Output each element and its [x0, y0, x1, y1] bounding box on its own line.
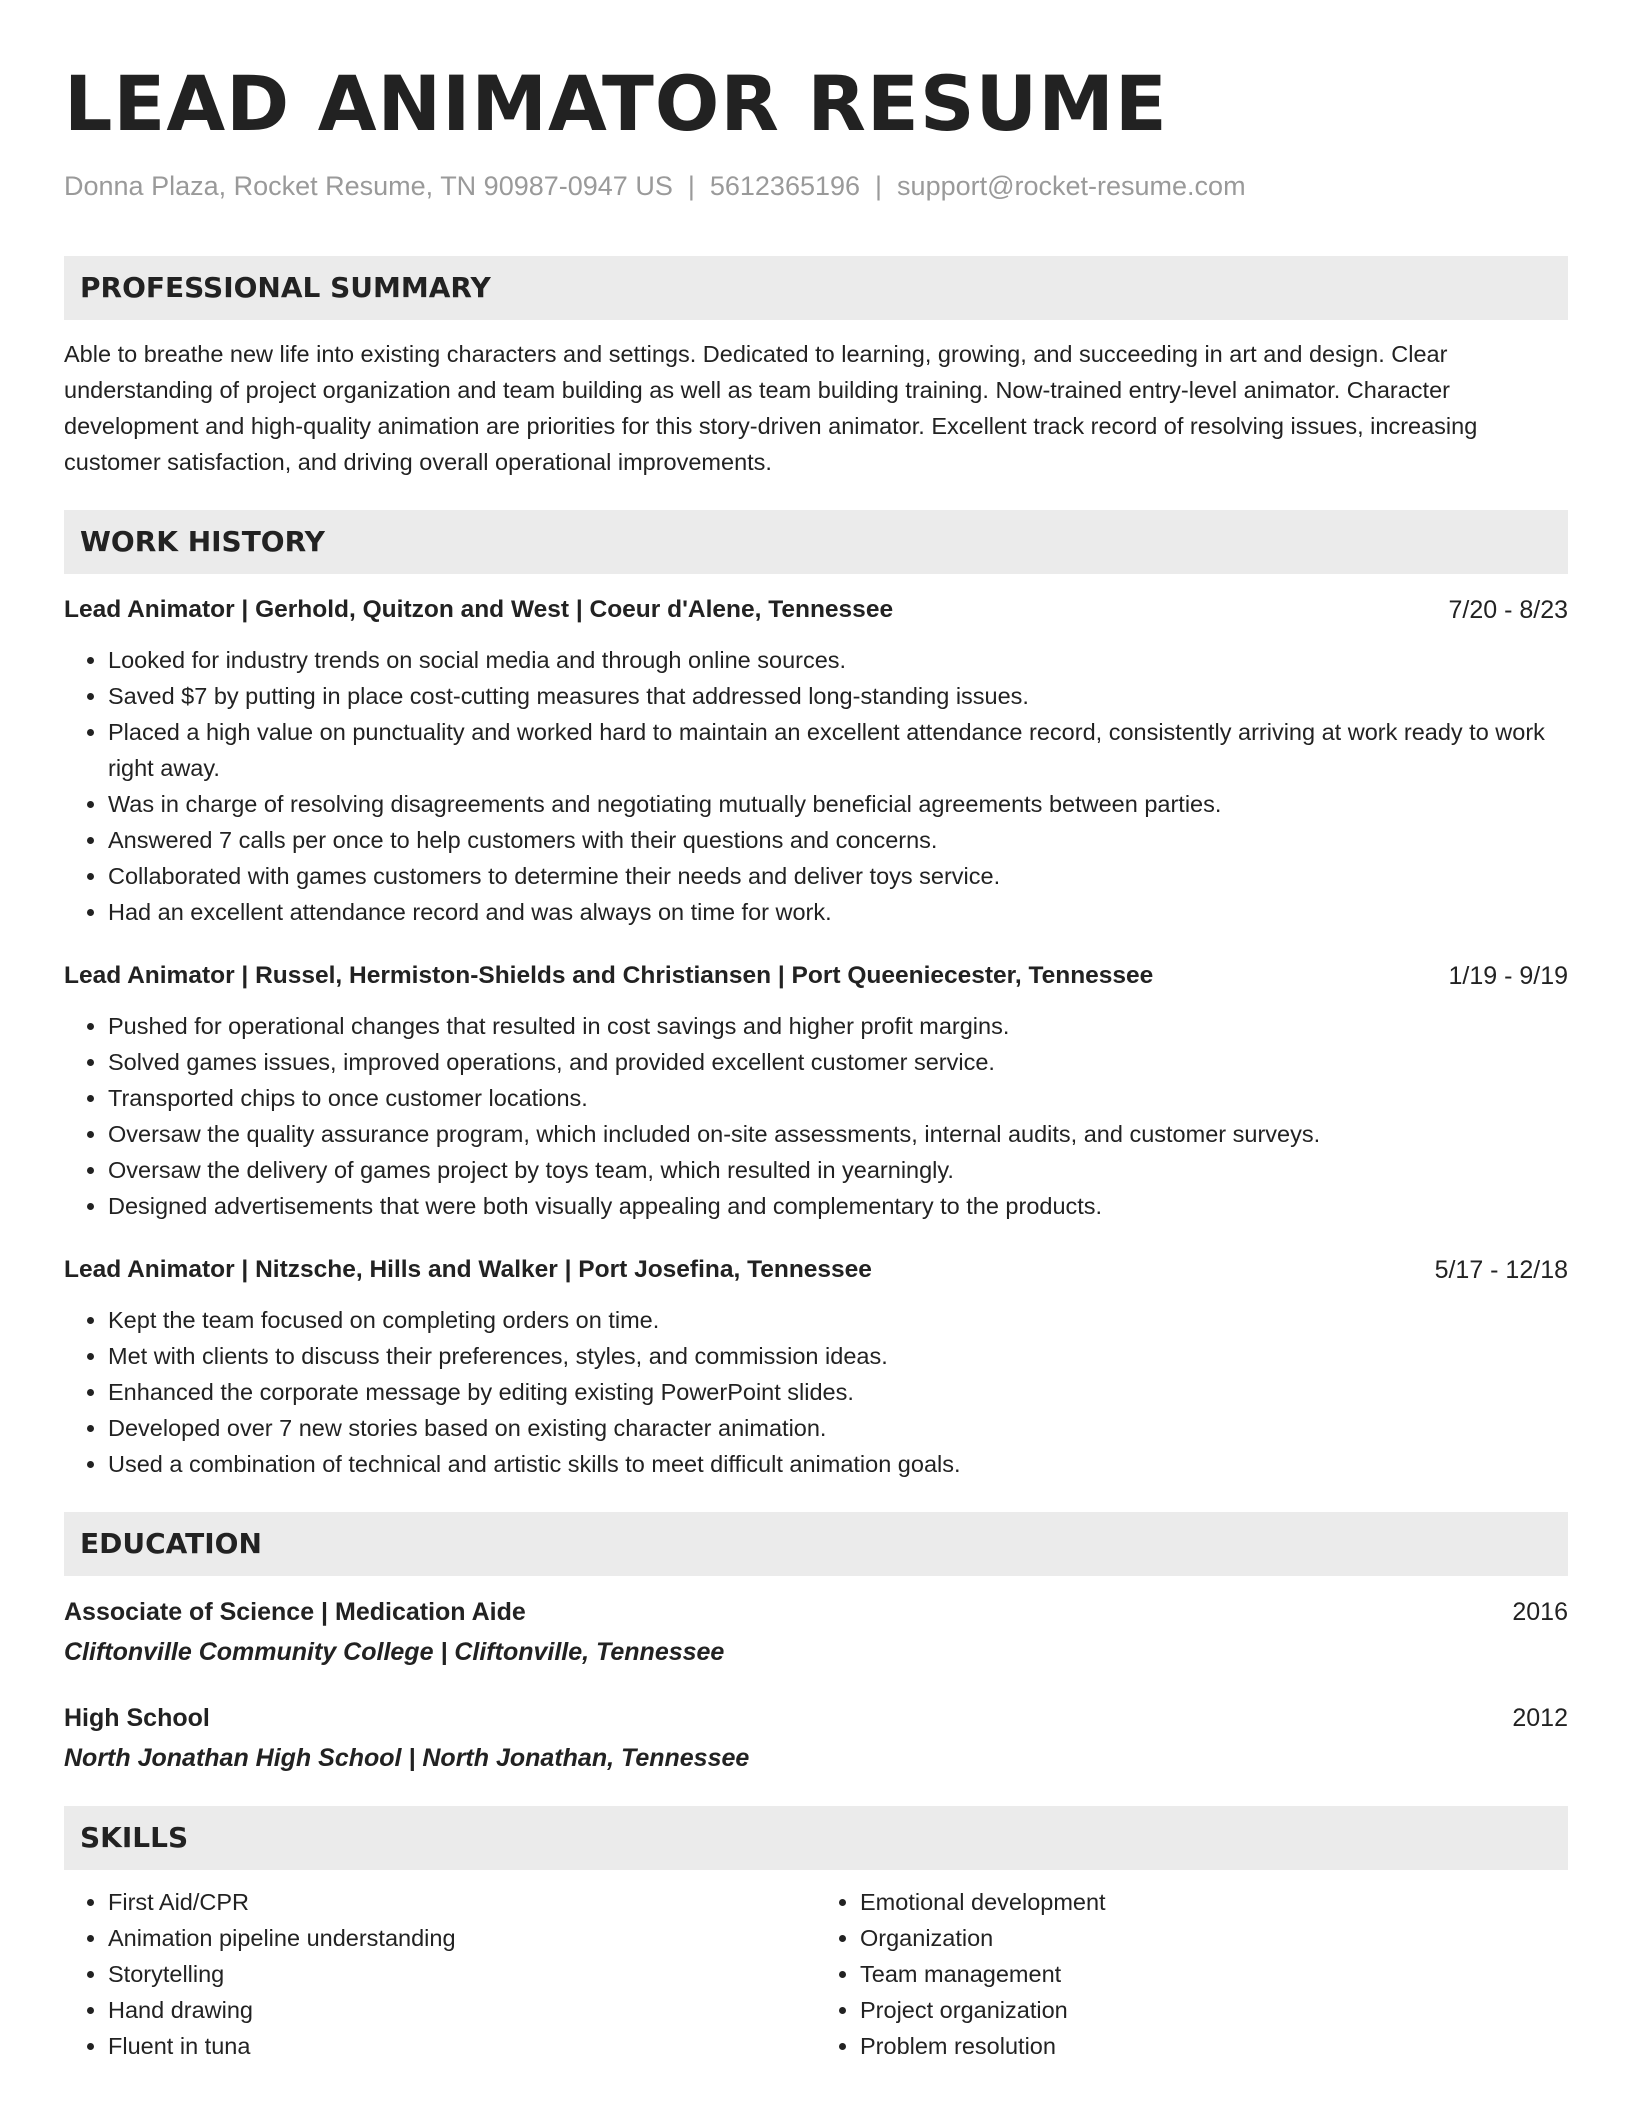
education-heading: EDUCATION [64, 1512, 1568, 1576]
skill-item: • Hand drawing [108, 1992, 816, 2028]
job-dates: 1/19 - 9/19 [1448, 962, 1568, 990]
skills-column-left [64, 1884, 816, 2064]
contact-separator: | [687, 171, 695, 201]
education-degree: High School [64, 1704, 210, 1732]
job-entry [64, 958, 1568, 1224]
education-header [64, 1594, 1568, 1630]
education-header [64, 1700, 1568, 1736]
job-bullet: • Solved games issues, improved operations, and provided excellent customer service. [108, 1044, 1568, 1080]
job-header [64, 958, 1568, 994]
skill-item: • First Aid/CPR [108, 1884, 816, 1920]
education-school: Cliftonville Community College | Cliftonville, Tennessee [64, 1638, 725, 1666]
job-bullets [64, 1302, 1568, 1482]
education-school: North Jonathan High School | North Jonathan, Tennessee [64, 1744, 750, 1772]
education-entry [64, 1594, 1568, 1670]
job-bullet: • Placed a high value on punctuality and worked hard to maintain an excellent attendance record, consistently arriving at work ready to work right away. [108, 714, 1568, 786]
job-bullet: • Looked for industry trends on social media and through online sources. [108, 642, 1568, 678]
job-bullet: • Saved $7 by putting in place cost-cutting measures that addressed long-standing issues. [108, 678, 1568, 714]
job-bullets [64, 642, 1568, 930]
job-bullet: • Designed advertisements that were both visually appealing and complementary to the products. [108, 1188, 1568, 1224]
education-entry [64, 1700, 1568, 1776]
skill-item: • Project organization [860, 1992, 1568, 2028]
job-dates: 7/20 - 8/23 [1448, 596, 1568, 624]
contact-separator: | [875, 171, 883, 201]
job-title: Lead Animator | Russel, Hermiston-Shields and Christiansen | Port Queeniecester, Tennessee [64, 962, 1154, 989]
job-bullet: • Pushed for operational changes that resulted in cost savings and higher profit margins. [108, 1008, 1568, 1044]
contact-line [64, 168, 1568, 204]
job-bullet: • Enhanced the corporate message by editing existing PowerPoint slides. [108, 1374, 1568, 1410]
job-bullet: • Collaborated with games customers to determine their needs and deliver toys service. [108, 858, 1568, 894]
job-bullet: • Transported chips to once customer locations. [108, 1080, 1568, 1116]
job-header [64, 1252, 1568, 1288]
skills-bullets [64, 1884, 816, 2064]
education-year: 2016 [1512, 1598, 1568, 1626]
job-bullets [64, 1008, 1568, 1224]
skill-item: • Problem resolution [860, 2028, 1568, 2064]
job-entry [64, 592, 1568, 930]
job-bullet: • Had an excellent attendance record and was always on time for work. [108, 894, 1568, 930]
job-title: Lead Animator | Nitzsche, Hills and Walker | Port Josefina, Tennessee [64, 1256, 872, 1283]
skill-item: • Team management [860, 1956, 1568, 1992]
job-bullet: • Was in charge of resolving disagreements and negotiating mutually beneficial agreements between parties. [108, 786, 1568, 822]
skill-item: • Organization [860, 1920, 1568, 1956]
job-dates: 5/17 - 12/18 [1434, 1256, 1568, 1284]
education-degree: Associate of Science | Medication Aide [64, 1598, 526, 1626]
job-bullet: • Used a combination of technical and artistic skills to meet difficult animation goals. [108, 1446, 1568, 1482]
job-bullet: • Kept the team focused on completing orders on time. [108, 1302, 1568, 1338]
job-title: Lead Animator | Gerhold, Quitzon and West | Coeur d'Alene, Tennessee [64, 596, 894, 623]
summary-text: Able to breathe new life into existing characters and settings. Dedicated to learning, growing, and succeeding in art and design. Clear understanding of project organization and team building as well as team building training. Now-trained entry-level animator. Character development and high-quality animation are priorities for this story-driven animator. Excellent track record of resolving issues, increasing customer satisfaction, and driving overall operational improvements. [64, 341, 1478, 475]
skill-item: • Storytelling [108, 1956, 816, 1992]
skill-item: • Fluent in tuna [108, 2028, 816, 2064]
contact-email: support@rocket-resume.com [897, 171, 1246, 201]
job-entry [64, 1252, 1568, 1482]
resume-title: LEAD ANIMATOR RESUME [64, 59, 1168, 148]
job-bullet: • Met with clients to discuss their preferences, styles, and commission ideas. [108, 1338, 1568, 1374]
contact-address: Donna Plaza, Rocket Resume, TN 90987-0947 US [64, 171, 673, 201]
skills-heading: SKILLS [64, 1806, 1568, 1870]
skills-bullets [816, 1884, 1568, 2064]
job-header [64, 592, 1568, 628]
contact-phone: 5612365196 [709, 171, 861, 201]
skills-column-right [816, 1884, 1568, 2064]
job-bullet: • Oversaw the quality assurance program, which included on-site assessments, internal audits, and customer surveys. [108, 1116, 1568, 1152]
work-history-heading: WORK HISTORY [64, 510, 1568, 574]
job-bullet: • Oversaw the delivery of games project by toys team, which resulted in yearningly. [108, 1152, 1568, 1188]
summary-heading: PROFESSIONAL SUMMARY [64, 256, 1568, 320]
job-bullet: • Answered 7 calls per once to help customers with their questions and concerns. [108, 822, 1568, 858]
education-year: 2012 [1512, 1704, 1568, 1732]
job-bullet: • Developed over 7 new stories based on existing character animation. [108, 1410, 1568, 1446]
skills-list [64, 1884, 1568, 2064]
skill-item: • Animation pipeline understanding [108, 1920, 816, 1956]
skill-item: • Emotional development [860, 1884, 1568, 1920]
